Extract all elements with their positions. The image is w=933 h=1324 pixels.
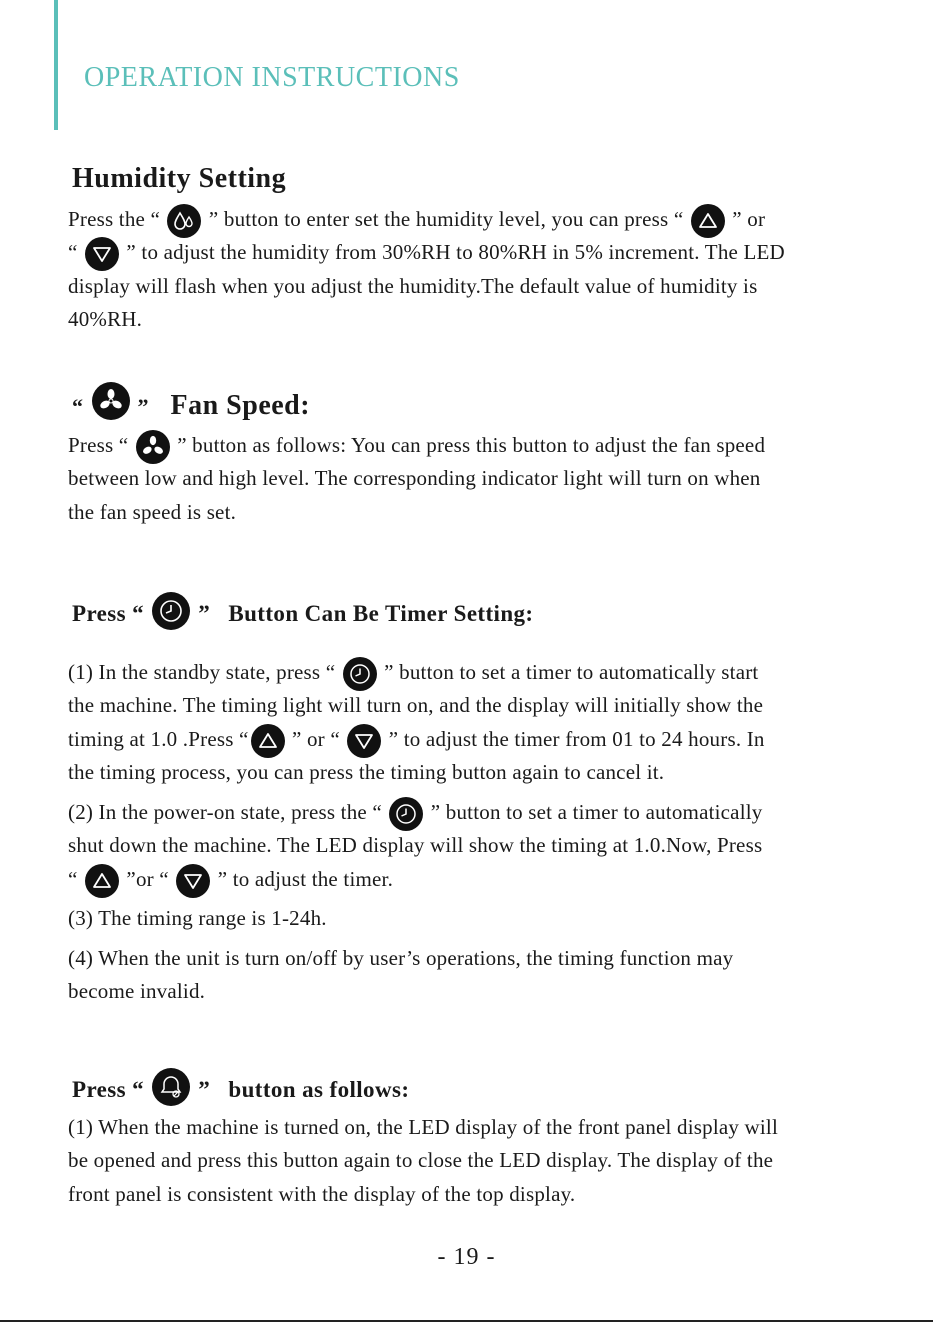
fan-speed-section-title: “ ” Fan Speed:	[72, 382, 310, 422]
fan-speed-paragraph	[68, 429, 765, 529]
page-header-title: OPERATION INSTRUCTIONS	[84, 62, 460, 93]
humidity-icon	[167, 204, 201, 238]
display-line-1: (1) When the machine is turned on, the LED display of the front panel display will	[68, 1115, 779, 1139]
bottom-rule	[0, 1320, 933, 1322]
fan-line-1: Press “ ” button as follows: You can press this button to adjust the fan speed	[68, 429, 765, 462]
timer-icon	[343, 657, 377, 691]
display-line-3: front panel is consistent with the display of the top display.	[68, 1181, 576, 1206]
page-number: - 19 -	[437, 1244, 496, 1270]
display-paragraph	[68, 1111, 778, 1211]
humidity-line-4: 40%RH.	[68, 306, 143, 331]
fan-line-3: the fan speed is set.	[68, 499, 237, 524]
up-arrow-icon	[85, 864, 119, 898]
timer-section-title: Press “ ” Button Can Be Timer Setting:	[72, 592, 534, 630]
fan-icon	[136, 430, 170, 464]
header-accent-bar	[54, 0, 58, 130]
timer-p1-line-4: the timing process, you can press the timing button again to cancel it.	[68, 759, 665, 784]
humidity-line-2: “ ” to adjust the humidity from 30%RH to 80%RH in 5% increment. The LED	[68, 236, 785, 269]
down-arrow-icon	[176, 864, 210, 898]
fan-line-2: between low and high level. The corresponding indicator light will turn on when	[68, 466, 761, 491]
timer-p4-line-1: (4) When the unit is turn on/off by user’s operations, the timing function may	[68, 946, 734, 970]
up-arrow-icon	[691, 204, 725, 238]
timer-paragraph-4	[68, 942, 733, 1009]
down-arrow-icon	[85, 237, 119, 271]
humidity-line-3: display will flash when you adjust the humidity.The default value of humidity is	[68, 273, 758, 298]
timer-p2-line-1: (2) In the power-on state, press the “ ” button to set a timer to automatically	[68, 796, 762, 829]
timer-p1-line-1: (1) In the standby state, press “ ” button to set a timer to automatically start	[68, 656, 765, 689]
display-line-2: be opened and press this button again to close the LED display. The display of the	[68, 1148, 774, 1173]
timer-p2-line-2: shut down the machine. The LED display will show the timing at 1.0.Now, Press	[68, 833, 763, 858]
display-section-title: Press “ ” button as follows:	[72, 1068, 409, 1106]
timer-paragraph-2	[68, 796, 762, 896]
timer-icon	[389, 797, 423, 831]
timer-p1-line-3: timing at 1.0 .Press “ ” or “ ” to adjust the timer from 01 to 24 hours. In	[68, 723, 765, 756]
timer-p4-line-2: become invalid.	[68, 979, 206, 1004]
up-arrow-icon	[251, 724, 285, 758]
fan-icon	[92, 382, 130, 420]
timer-paragraph-3: (3) The timing range is 1-24h.	[68, 906, 327, 930]
humidity-line-1: Press the “ ” button to enter set the humidity level, you can press “ ” or	[68, 203, 785, 236]
timer-paragraph-1	[68, 656, 765, 789]
down-arrow-icon	[347, 724, 381, 758]
display-icon	[152, 1068, 190, 1106]
timer-icon	[152, 592, 190, 630]
timer-p2-line-3: “ ”or “ ” to adjust the timer.	[68, 863, 762, 896]
humidity-paragraph	[68, 203, 785, 336]
timer-p1-line-2: the machine. The timing light will turn on, and the display will initially show the	[68, 693, 764, 718]
humidity-section-title: Humidity Setting	[72, 163, 287, 194]
